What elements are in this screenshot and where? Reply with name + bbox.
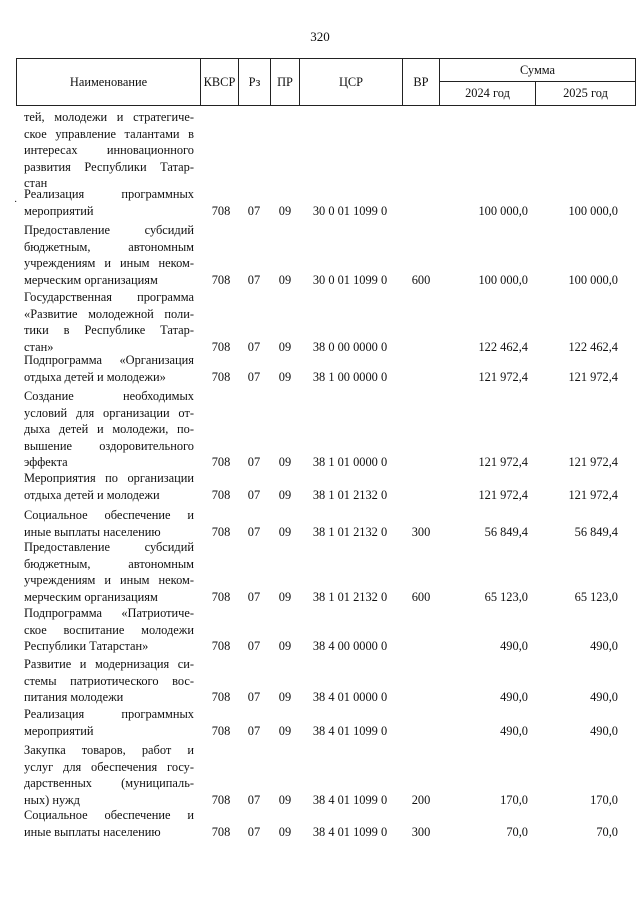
- cell-pr: 09: [278, 339, 292, 354]
- row-name-line: мероприятий: [24, 203, 94, 218]
- cell-pr: 09: [278, 723, 292, 738]
- cell-sum-2024: 121 972,4: [478, 487, 528, 502]
- row-name-line: условий для организации от-: [24, 405, 194, 420]
- table-row: [0, 605, 640, 655]
- cell-kvsr: 708: [211, 824, 231, 839]
- cell-kvsr: 708: [211, 589, 231, 604]
- cell-kvsr: 708: [211, 487, 231, 502]
- cell-sum-2025: 65 123,0: [574, 589, 618, 604]
- row-name-line: бюджетным, автономным: [24, 556, 194, 571]
- cell-sum-2024: 100 000,0: [478, 203, 528, 218]
- row-name: [24, 507, 194, 540]
- cell-sum-2024: 70,0: [506, 824, 528, 839]
- row-name-line: мерческим организациям: [24, 272, 158, 287]
- row-name: [24, 289, 194, 355]
- cell-sum-2025: 490,0: [590, 723, 618, 738]
- cell-sum-2024: 121 972,4: [478, 369, 528, 384]
- row-name-line: интересах инновационного: [24, 143, 194, 157]
- table-row: [0, 109, 640, 192]
- header-csr: ЦСР: [338, 74, 364, 89]
- cell-kvsr: 708: [211, 524, 231, 539]
- header-vr: ВР: [413, 74, 429, 89]
- cell-sum-2024: 121 972,4: [478, 455, 528, 469]
- row-name-line: дарственных (муниципаль-: [24, 776, 194, 790]
- cell-csr: 38 4 01 1099 0: [312, 723, 388, 738]
- cell-csr: 38 1 01 2132 0: [312, 589, 388, 604]
- header-kvsr: КВСР: [203, 74, 236, 89]
- cell-vr: 600: [411, 272, 431, 287]
- cell-pr: 09: [278, 272, 292, 287]
- cell-pr: 09: [278, 455, 292, 469]
- cell-pr: 09: [278, 524, 292, 539]
- row-name-line: отдыха детей и молодежи: [24, 487, 160, 502]
- cell-rz: 07: [247, 524, 261, 539]
- cell-rz: 07: [247, 723, 261, 738]
- cell-rz: 07: [247, 589, 261, 604]
- cell-sum-2024: 490,0: [500, 639, 528, 653]
- page-number: 320: [310, 29, 330, 44]
- cell-rz: 07: [247, 487, 261, 502]
- header-rz: Рз: [248, 74, 261, 89]
- cell-sum-2024: 490,0: [500, 690, 528, 704]
- row-name-line: вышение оздоровительного: [24, 438, 194, 453]
- cell-kvsr: 708: [211, 203, 231, 218]
- row-name-line: Социальное обеспечение и: [24, 808, 194, 822]
- cell-csr: 38 4 00 0000 0: [312, 639, 388, 653]
- row-name-line: тики в Республике Татар-: [24, 323, 194, 337]
- row-name-line: Создание необходимых: [24, 389, 194, 403]
- cell-csr: 30 0 01 1099 0: [312, 272, 388, 287]
- row-name-line: отдыха детей и молодежи»: [24, 369, 166, 384]
- row-name-line: Предоставление субсидий: [24, 540, 194, 554]
- row-name-line: Реализация программных: [24, 707, 194, 721]
- row-name-line: стан: [24, 176, 48, 190]
- cell-pr: 09: [278, 203, 292, 218]
- row-name-line: стемы патриотического вос-: [24, 673, 194, 688]
- cell-rz: 07: [247, 455, 261, 469]
- cell-pr: 09: [278, 487, 292, 502]
- row-name-line: ское воспитание молодежи: [24, 622, 194, 637]
- row-name-line: иные выплаты населению: [24, 824, 161, 839]
- row-name-line: иные выплаты населению: [24, 524, 161, 539]
- row-name: [24, 222, 194, 288]
- cell-kvsr: 708: [211, 723, 231, 738]
- row-name: [24, 109, 194, 192]
- row-name: [24, 605, 194, 655]
- cell-sum-2025: 122 462,4: [568, 339, 618, 354]
- row-name: [24, 539, 194, 605]
- cell-sum-2025: 121 972,4: [568, 369, 618, 384]
- cell-csr: 38 4 01 1099 0: [312, 824, 388, 839]
- cell-rz: 07: [247, 369, 261, 384]
- cell-pr: 09: [278, 639, 292, 653]
- row-name-line: услуг для обеспечения госу-: [24, 759, 194, 774]
- table-row: [0, 222, 640, 288]
- cell-rz: 07: [247, 203, 261, 218]
- row-name-line: Закупка товаров, работ и: [24, 743, 194, 757]
- row-name-line: Реализация программных: [24, 187, 194, 201]
- cell-sum-2024: 56 849,4: [484, 524, 528, 539]
- table-row: [0, 656, 640, 706]
- cell-vr: 600: [411, 589, 431, 604]
- row-name-line: развития Республики Татар-: [24, 159, 194, 174]
- row-name: [24, 656, 194, 706]
- table-row: [0, 742, 640, 808]
- cell-sum-2025: 100 000,0: [568, 272, 618, 287]
- row-name-line: стан»: [24, 339, 54, 354]
- cell-kvsr: 708: [211, 639, 231, 653]
- table-row: [0, 507, 640, 540]
- cell-rz: 07: [247, 339, 261, 354]
- cell-vr: 300: [411, 824, 431, 839]
- row-name-line: бюджетным, автономным: [24, 239, 194, 254]
- cell-sum-2025: 100 000,0: [568, 203, 618, 218]
- table-row: [0, 352, 640, 385]
- cell-kvsr: 708: [211, 369, 231, 384]
- row-name: [24, 352, 194, 385]
- row-name: [24, 742, 194, 808]
- cell-csr: 38 1 00 0000 0: [312, 369, 388, 384]
- cell-rz: 07: [247, 272, 261, 287]
- header-year-2025: 2025 год: [563, 86, 608, 100]
- cell-vr: 300: [411, 524, 431, 539]
- cell-pr: 09: [278, 824, 292, 839]
- cell-pr: 09: [278, 369, 292, 384]
- row-name-line: Предоставление субсидий: [24, 223, 194, 237]
- header-name: Наименование: [69, 74, 148, 89]
- cell-csr: 30 0 01 1099 0: [312, 203, 388, 218]
- row-name-line: ных) нужд: [24, 792, 80, 807]
- row-name-line: эффекта: [24, 455, 68, 469]
- cell-sum-2024: 170,0: [500, 792, 528, 807]
- cell-kvsr: 708: [211, 272, 231, 287]
- cell-kvsr: 708: [211, 690, 231, 704]
- cell-kvsr: 708: [211, 455, 231, 469]
- row-name: [24, 470, 194, 503]
- cell-rz: 07: [247, 824, 261, 839]
- table-row: [0, 470, 640, 503]
- row-name-line: Государственная программа: [24, 290, 194, 304]
- header-sum: Сумма: [519, 62, 556, 77]
- cell-sum-2024: 490,0: [500, 723, 528, 738]
- cell-sum-2025: 56 849,4: [574, 524, 618, 539]
- table-row: [0, 186, 640, 219]
- row-name-line: Подпрограмма «Патриотиче-: [24, 606, 194, 620]
- cell-csr: 38 1 01 0000 0: [312, 455, 388, 469]
- cell-pr: 09: [278, 589, 292, 604]
- cell-kvsr: 708: [211, 792, 231, 807]
- row-name-line: Социальное обеспечение и: [24, 508, 194, 522]
- row-name-line: ское управление талантами в: [24, 126, 194, 141]
- cell-sum-2024: 65 123,0: [484, 589, 528, 604]
- cell-sum-2025: 170,0: [590, 792, 618, 807]
- table-row: [0, 388, 640, 471]
- cell-sum-2025: 490,0: [590, 639, 618, 653]
- table-header: [16, 58, 636, 106]
- cell-sum-2025: 70,0: [596, 824, 618, 839]
- row-name-line: мероприятий: [24, 723, 94, 738]
- cell-csr: 38 4 01 0000 0: [312, 690, 388, 704]
- cell-csr: 38 4 01 1099 0: [312, 792, 388, 807]
- cell-rz: 07: [247, 639, 261, 653]
- row-name: [24, 706, 194, 739]
- cell-csr: 38 1 01 2132 0: [312, 524, 388, 539]
- cell-sum-2024: 122 462,4: [478, 339, 528, 354]
- row-name-line: Развитие и модернизация си-: [24, 657, 194, 671]
- row-name-line: Республики Татарстан»: [24, 639, 149, 653]
- table-row: [0, 807, 640, 840]
- cell-rz: 07: [247, 792, 261, 807]
- row-name-line: тей, молодежи и стратегиче-: [24, 110, 194, 124]
- table-row: [0, 539, 640, 605]
- row-name: [24, 388, 194, 471]
- row-name-line: Мероприятия по организации: [24, 471, 194, 485]
- row-name-line: учреждениям и иным неком-: [24, 256, 194, 270]
- cell-sum-2025: 490,0: [590, 690, 618, 704]
- cell-pr: 09: [278, 690, 292, 704]
- cell-csr: 38 1 01 2132 0: [312, 487, 388, 502]
- cell-sum-2025: 121 972,4: [568, 487, 618, 502]
- row-name: [24, 807, 194, 840]
- row-name: [24, 186, 194, 219]
- cell-pr: 09: [278, 792, 292, 807]
- cell-kvsr: 708: [211, 339, 231, 354]
- cell-vr: 200: [411, 792, 431, 807]
- cell-sum-2024: 100 000,0: [478, 272, 528, 287]
- header-pr: ПР: [277, 74, 293, 89]
- row-name-line: учреждениям и иным неком-: [24, 573, 194, 587]
- table-row: [0, 706, 640, 739]
- row-name-line: мерческим организациям: [24, 589, 158, 604]
- cell-rz: 07: [247, 690, 261, 704]
- row-name-line: питания молодежи: [24, 690, 124, 704]
- table-row: [0, 289, 640, 355]
- cell-csr: 38 0 00 0000 0: [312, 339, 388, 354]
- header-year-2024: 2024 год: [465, 86, 510, 100]
- cell-sum-2025: 121 972,4: [568, 455, 618, 469]
- margin-dot: ·: [14, 197, 18, 208]
- row-name-line: дыха детей и молодежи, по-: [24, 422, 194, 436]
- row-name-line: «Развитие молодежной поли-: [24, 306, 194, 321]
- row-name-line: Подпрограмма «Организация: [24, 353, 194, 367]
